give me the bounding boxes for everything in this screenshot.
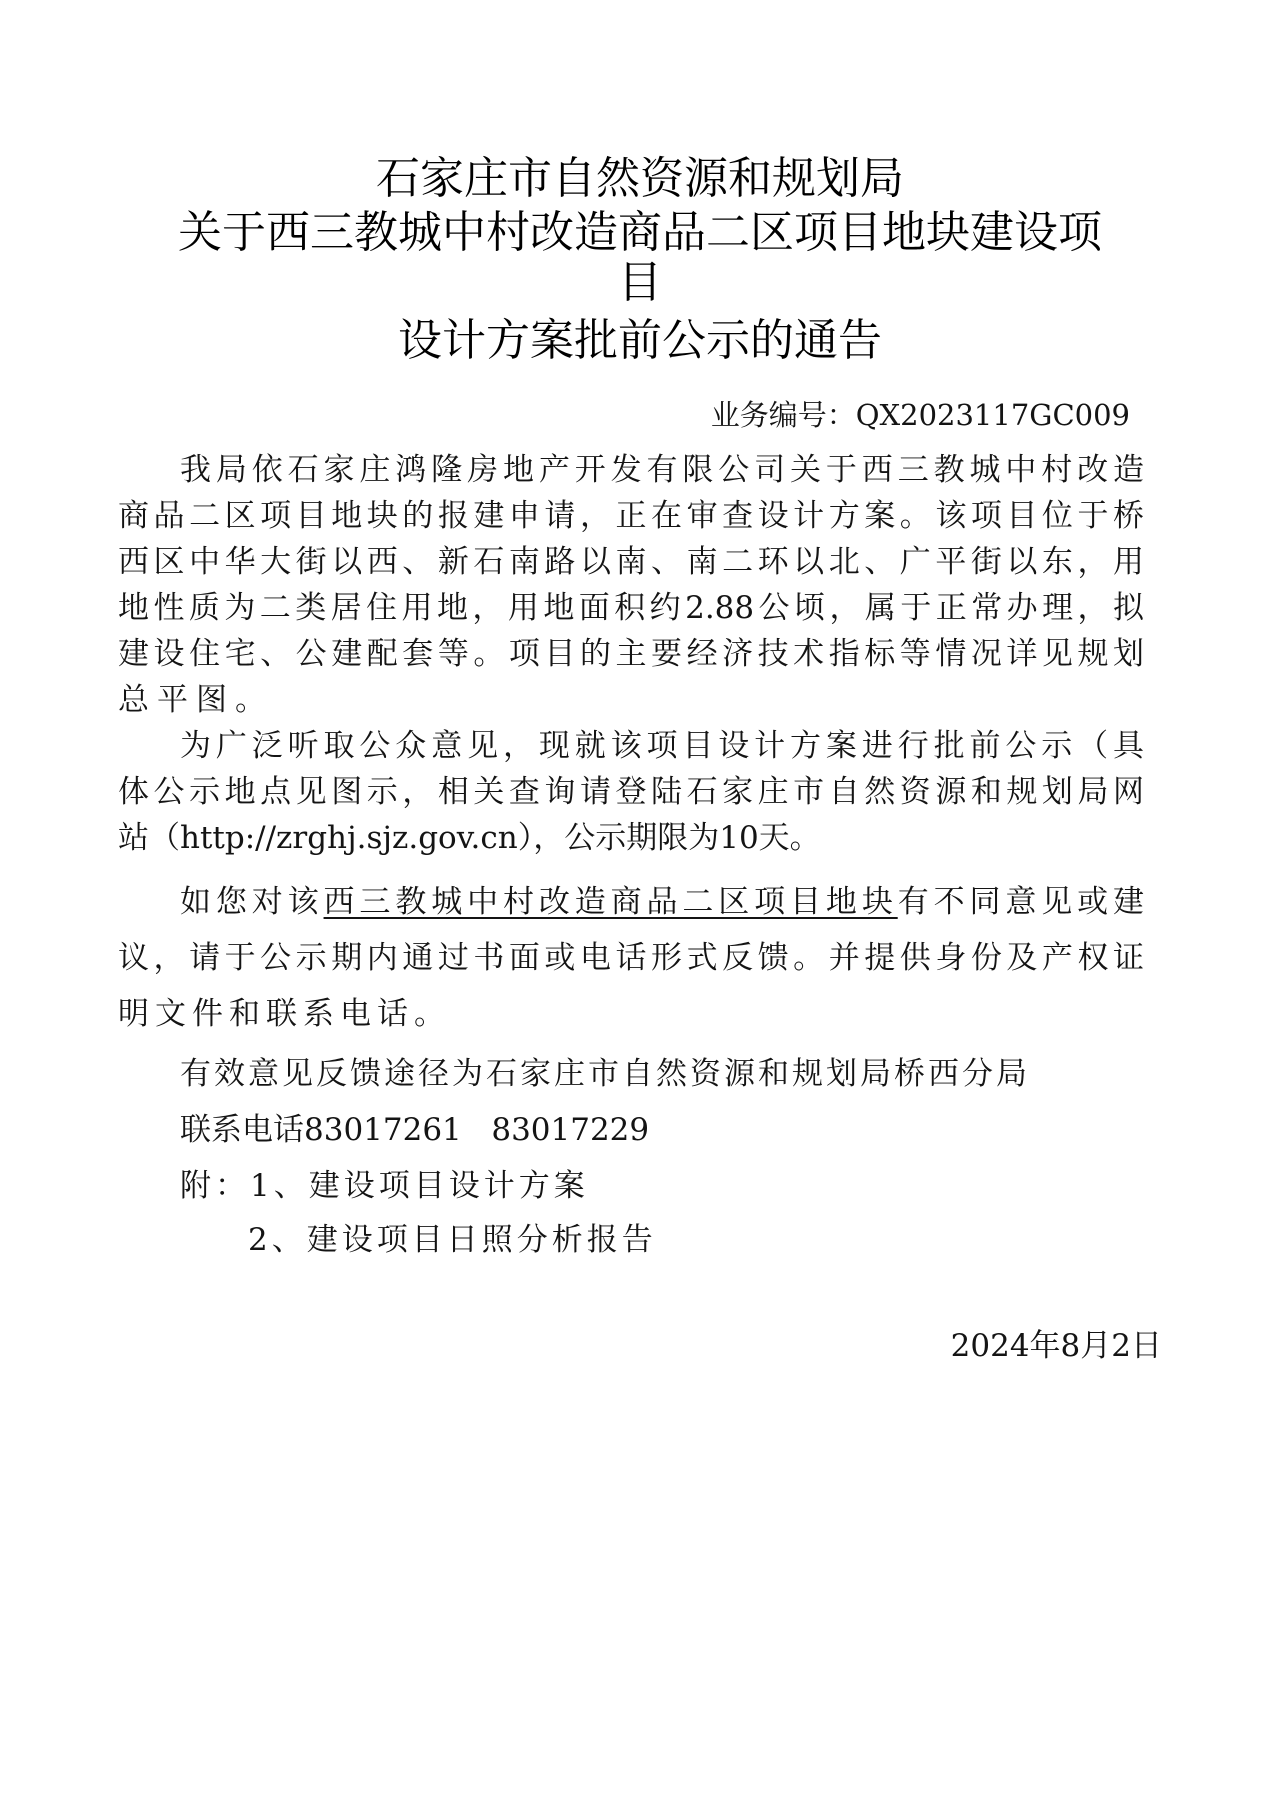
paragraph-1-line-1: 我局依石家庄鸿隆房地产开发有限公司关于西三教城中村改造 (180, 452, 1144, 488)
paragraph-1-line-4: 地性质为二类居住用地，用地面积约2.88公顷，属于正常办理，拟 (118, 590, 1144, 626)
notice-title-line-1: 石家庄市自然资源和规划局 (376, 153, 904, 204)
paragraph-1-line-3: 西区中华大街以西、新石南路以南、南二环以北、广平街以东，用 (118, 544, 1144, 580)
paragraph-1-line-6: 总平图。 (118, 682, 274, 718)
attachment-item-1: 附：1、建设项目设计方案 (180, 1168, 589, 1204)
paragraph-1-line-2: 商品二区项目地块的报建申请，正在审查设计方案。该项目位于桥 (118, 498, 1144, 534)
paragraph-3-suffix: 有不同意见或建 (897, 884, 1145, 920)
paragraph-2-line-2: 体公示地点见图示，相关查询请登陆石家庄市自然资源和规划局网 (118, 774, 1144, 810)
notice-title-line-2: 关于西三教城中村改造商品二区项目地块建设项 (178, 207, 1102, 258)
business-number: 业务编号：QX2023117GC009 (710, 398, 1130, 432)
paragraph-3-prefix: 如您对该 (180, 884, 324, 920)
attachment-item-2: 2、建设项目日照分析报告 (248, 1222, 657, 1258)
project-name-underlined: 西三教城中村改造商品二区项目地块 (323, 884, 898, 920)
paragraph-3-line-2: 议，请于公示期内通过书面或电话形式反馈。并提供身份及产权证 (118, 940, 1144, 976)
paragraph-3-line-1 (180, 882, 1144, 922)
contact-phone: 联系电话83017261 83017229 (180, 1112, 650, 1148)
feedback-channel: 有效意见反馈途径为石家庄市自然资源和规划局桥西分局 (180, 1056, 1030, 1092)
paragraph-2-line-3: 站（http://zrghj.sjz.gov.cn），公示期限为10天。 (118, 820, 821, 856)
notice-title-line-3: 目 (618, 257, 662, 308)
paragraph-1-line-5: 建设住宅、公建配套等。项目的主要经济技术指标等情况详见规划 (118, 636, 1144, 672)
notice-title-line-4: 设计方案批前公示的通告 (398, 315, 882, 366)
paragraph-3-line-3: 明文件和联系电话。 (118, 996, 451, 1032)
notice-date: 2024年8月2日 (950, 1328, 1162, 1364)
paragraph-2-line-1: 为广泛听取公众意见，现就该项目设计方案进行批前公示（具 (180, 728, 1144, 764)
